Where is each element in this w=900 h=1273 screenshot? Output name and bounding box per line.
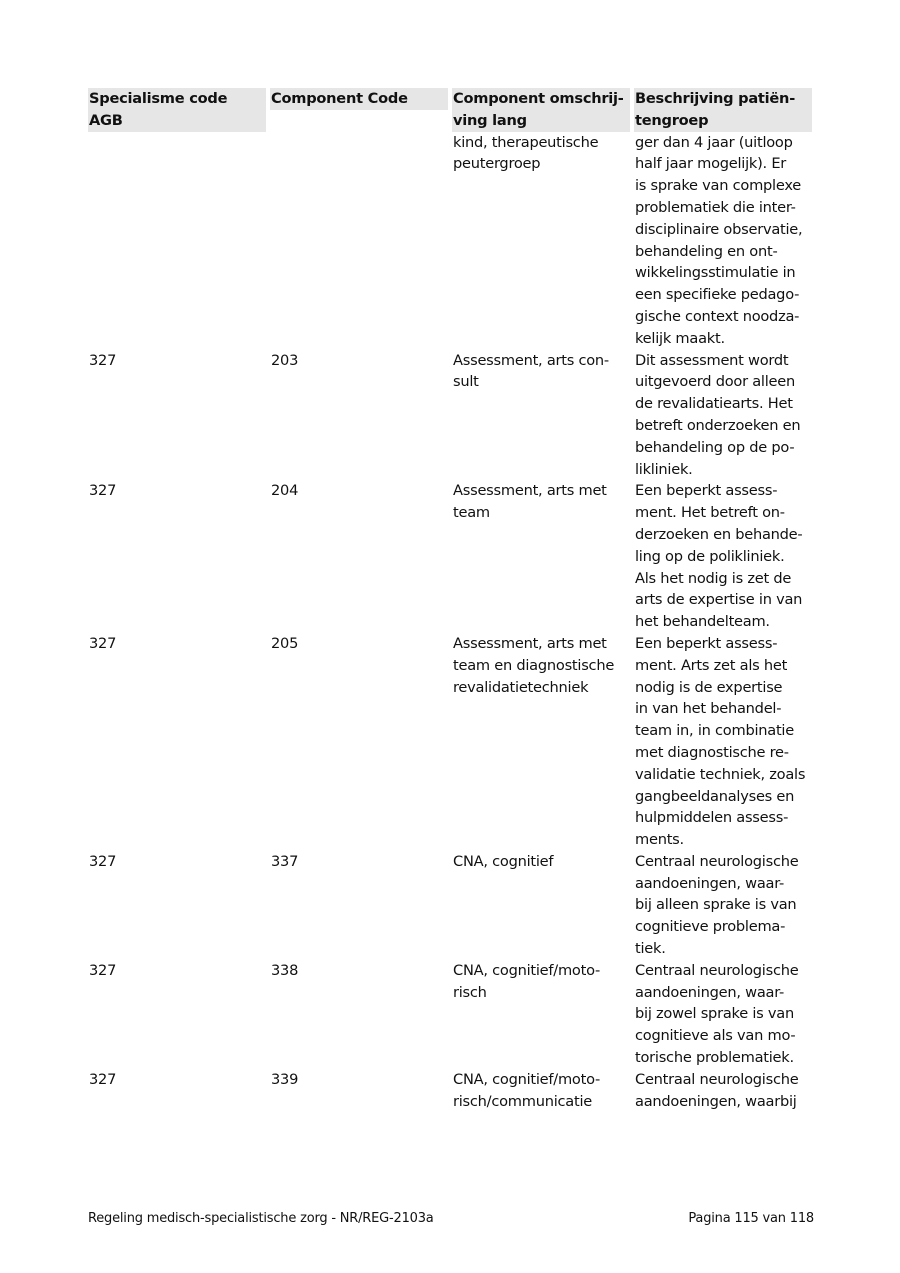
table-row	[88, 851, 812, 960]
cell-omschrijving: Assessment, arts con- sult	[453, 351, 609, 391]
cell-code: 203	[271, 351, 299, 369]
cell-specialisme: 327	[89, 351, 117, 369]
cell-omschrijving: CNA, cognitief/moto- risch/communicatie	[453, 1070, 601, 1110]
cell-omschrijving: Assessment, arts met team	[453, 482, 607, 522]
cell-omschrijving: CNA, cognitief	[453, 852, 554, 870]
footer-document-title: Regeling medisch-specialistische zorg - NR/REG-2103a	[88, 1211, 434, 1226]
cell-beschrijving: Centraal neurologische aandoeningen, waar- bij alleen sprake is van cognitieve problema- tiek.	[635, 852, 799, 958]
cell-omschrijving: Assessment, arts met team en diagnostische revalidatietechniek	[453, 634, 615, 696]
cell-code: 337	[271, 852, 299, 870]
cell-beschrijving: ger dan 4 jaar (uitloop half jaar mogelijk). Er is sprake van complexe problematiek die inter- disciplinaire observatie, behandeling en ont- wikkelingsstimulatie in een specifieke pedago- gische context noodza- kelijk maakt.	[635, 133, 803, 347]
table-row	[88, 960, 812, 1069]
cell-omschrijving: kind, therapeutische peutergroep	[453, 133, 599, 173]
table-row	[88, 1069, 812, 1113]
page-footer	[88, 1211, 814, 1226]
cell-specialisme	[88, 132, 266, 350]
header-specialisme-code: Specialisme code AGB	[88, 88, 266, 132]
cell-code: 205	[271, 634, 299, 652]
cell-beschrijving: Dit assessment wordt uitgevoerd door alleen de revalidatiearts. Het betreft onderzoeken en behandeling op de po- likliniek.	[635, 351, 801, 478]
cell-beschrijving: Een beperkt assess- ment. Arts zet als het nodig is de expertise in van het behandel- team in, in combinatie met diagnostische re- validatie techniek, zoals gangbeeldanalyses en hulpmiddelen assess- ments.	[635, 634, 806, 849]
cell-code: 204	[271, 482, 299, 500]
header-component-omschrijving: Component omschrij- ving lang	[452, 88, 630, 132]
table-row	[88, 633, 812, 851]
table-row	[88, 132, 812, 350]
cell-specialisme: 327	[89, 852, 117, 870]
footer-page-number: Pagina 115 van 118	[688, 1211, 814, 1226]
cell-beschrijving: Een beperkt assess- ment. Het betreft on- derzoeken en behande- ling op de polikliniek. Als het nodig is zet de arts de expertise in van het behandelteam.	[635, 482, 803, 631]
cell-beschrijving: Centraal neurologische aandoeningen, waar- bij zowel sprake is van cognitieve als van mo- torische problematiek.	[635, 961, 799, 1067]
cell-beschrijving: Centraal neurologische aandoeningen, waarbij	[635, 1070, 799, 1110]
header-component-code: Component Code	[270, 88, 448, 110]
cell-code	[270, 132, 448, 350]
table-body	[88, 132, 812, 1113]
cell-omschrijving: CNA, cognitief/moto- risch	[453, 961, 601, 1001]
table-header-row	[88, 88, 812, 132]
component-table	[88, 88, 812, 1112]
cell-code: 339	[271, 1070, 299, 1088]
cell-specialisme: 327	[89, 961, 117, 979]
cell-specialisme: 327	[89, 482, 117, 500]
table-row	[88, 480, 812, 633]
cell-specialisme: 327	[89, 1070, 117, 1088]
table-row	[88, 350, 812, 481]
cell-specialisme: 327	[89, 634, 117, 652]
cell-code: 338	[271, 961, 299, 979]
header-beschrijving-patientengroep: Beschrijving patiën- tengroep	[634, 88, 812, 132]
